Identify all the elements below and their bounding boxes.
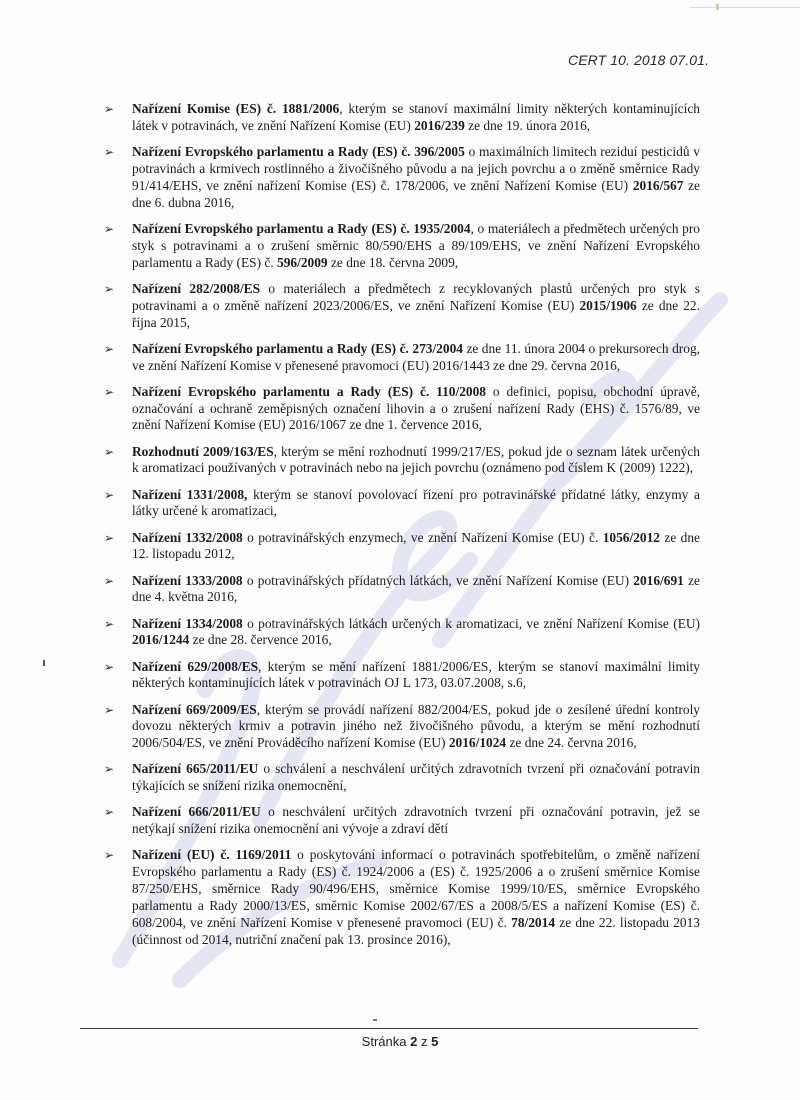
regulation-reference: Nařízení (EU) č. 1169/2011 [132,847,292,863]
list-item [104,144,700,212]
list-item [104,487,700,521]
regulation-text: o schválení a neschválení určitých zdravotních tvrzení při označování potravin týkajících se snížení rizika onemocnění, [132,761,700,794]
scan-edge-line [690,7,800,8]
regulation-reference: Nařízení 669/2009/ES [132,701,257,717]
list-item [104,530,700,564]
regulation-reference: 2015/1906 [579,297,637,313]
regulation-text: ze dne 11. února 2004 o prekursorech drog, ve znění Nařízení Komise v přenesené pravomoci (EU) 2016/1443 ze dne 29. června 2016, [132,340,700,373]
arrow-bullet-icon: ➢ [104,341,115,356]
regulation-text: , o materiálech a předmětech určených pro styk s potravinami a o zrušení směrnic 80/590/EHS a 89/109/EHS, ve znění Nařízení Evropského parlamentu a Rady (ES) č. [132,220,700,270]
list-item [104,384,700,435]
regulation-reference: 2016/1244 [132,632,190,648]
regulation-reference: 1056/2012 [602,529,660,545]
list-item [104,616,700,650]
regulation-list [104,101,700,958]
regulation-reference: 596/2009 [277,254,328,270]
regulation-text: ze dne 18. června 2009, [327,254,459,270]
page-number [0,1034,800,1049]
arrow-bullet-icon: ➢ [104,573,115,588]
list-item [104,341,700,375]
regulation-reference: Nařízení 1332/2008 [132,529,243,545]
regulation-reference: 2016/567 [632,177,684,193]
regulation-reference: Nařízení 665/2011/EU [132,761,259,777]
regulation-text: ze dne 28. července 2016, [189,632,332,648]
regulation-text: ze dne 19. února 2016, [464,117,591,133]
page-separator: z [420,1034,428,1049]
document-reference: CERT 10. 2018 07.01. [568,52,710,68]
regulation-reference: Nařízení 1334/2008 [132,615,243,631]
regulation-reference: Nařízení 1333/2008 [132,572,243,588]
total-pages: 5 [431,1034,439,1049]
regulation-reference: Nařízení 629/2008/ES [132,658,259,674]
list-item [104,847,700,948]
scan-artifact [373,1019,377,1021]
regulation-reference: Nařízení 282/2008/ES [132,280,261,296]
regulation-text: o neschválení určitých zdravotních tvrzení při označování potravin, jež se netýkají snížení rizika onemocnění ani vývoje a zdraví dětí [132,804,700,837]
regulation-text: o potravinářských enzymech, ve znění Nařízení Komise (EU) č. [242,529,603,545]
list-item [104,573,700,607]
arrow-bullet-icon: ➢ [104,848,115,863]
arrow-bullet-icon: ➢ [104,102,115,116]
current-page: 2 [410,1034,418,1049]
list-item [104,659,700,693]
regulation-reference: 78/2014 [511,915,556,931]
regulation-reference: Nařízení Komise (ES) č. 1881/2006 [132,101,340,116]
page-label: Stránka [361,1034,407,1049]
regulation-text: ze dne 24. června 2016, [506,735,637,751]
list-item [104,804,700,838]
regulation-reference: Nařízení Evropského parlamentu a Rady (ES) č. 1935/2004 [132,220,471,236]
arrow-bullet-icon: ➢ [104,221,115,236]
regulation-text: ze dne 22. října 2015, [132,297,700,330]
regulation-reference: Nařízení Evropského parlamentu a Rady (ES) č. 110/2008 [132,383,487,399]
regulation-reference: Nařízení Evropského parlamentu a Rady (ES) č. 273/2004 [132,340,463,356]
regulation-reference: Nařízení Evropského parlamentu a Rady (ES) č. 396/2005 [132,144,465,159]
regulation-text: ze dne 6. dubna 2016, [132,177,700,210]
regulation-text: ze dne 12. listopadu 2012, [132,529,701,562]
margin-mark [43,660,45,666]
arrow-bullet-icon: ➢ [104,805,115,820]
arrow-bullet-icon: ➢ [104,487,115,502]
list-item [104,444,700,478]
list-item [104,221,700,272]
arrow-bullet-icon: ➢ [104,530,115,545]
regulation-text: ze dne 4. května 2016, [132,572,700,605]
regulation-text: o materiálech a předmětech z recyklovaných plastů určených pro styk s potravinami a o změně nařízení 2023/2006/ES, ve znění Nařízení Komise (EU) [132,280,700,313]
footer-divider [80,1028,698,1029]
arrow-bullet-icon: ➢ [104,384,115,399]
regulation-text: kterým se stanoví povolovací řízení pro potravinářské přídatné látky, enzymy a látky určené k aromatizaci, [132,486,700,519]
regulation-text: , kterým se mění rozhodnutí 1999/217/ES, pokud jde o seznam látek určených k aromatizaci používaných v potravinách nebo na jejich povrchu (oznámeno pod číslem K (2009) 1222), [132,443,700,476]
regulation-text: o potravinářských přídatných látkách, ve znění Nařízení Komise (EU) [242,572,634,588]
regulation-reference: 2016/691 [633,572,684,588]
regulation-text: ze dne 22. listopadu 2013 (účinnost od 2014, nutriční značení pak 13. prosince 2016), [132,915,700,947]
list-item [104,761,700,795]
regulation-text: o maximálních limitech reziduí pesticidů v potravinách a krmivech rostlinného a živočišného původu a na jejich povrchu a o změně směrnice Rady 91/414/EHS, ve znění nařízení Komise (ES) č. 178/2006, ve znění Nařízení Komise (EU) [132,144,700,193]
regulation-text: o definici, popisu, obchodní úpravě, označování a ochraně zeměpisných označení lihovin a o zrušení nařízení Rady (EHS) č. 1576/89, ve znění Nařízení Komise (EU) 2016/1067 ze dne 1. července 2016, [132,383,701,433]
regulation-reference: Rozhodnutí 2009/163/ES [132,443,274,459]
regulation-text: , kterým se stanoví maximální limity některých kontaminujících látek v potravinách, ve znění Nařízení Komise (EU) [132,101,700,133]
list-item [104,101,700,135]
regulation-text: o potravinářských látkách určených k aromatizaci, ve znění Nařízení Komise (EU) [242,615,701,631]
scan-artifact [716,4,719,10]
arrow-bullet-icon: ➢ [104,444,115,459]
regulation-reference: 2016/239 [414,117,465,133]
regulation-reference: 2016/1024 [448,735,507,751]
arrow-bullet-icon: ➢ [104,281,115,296]
arrow-bullet-icon: ➢ [104,659,115,674]
list-item [104,702,700,753]
arrow-bullet-icon: ➢ [104,616,115,631]
regulation-text: , kterým se mění nařízení 1881/2006/ES, kterým se stanoví maximální limity některých kontaminujících látek v potravinách OJ L 173, 03.07.2008, s.6, [132,658,701,691]
regulation-text: , kterým se provádí nařízení 882/2004/ES, pokud jde o zesílené úřední kontroly dovozu některých krmiv a potravin jiného než živočišného původu, a kterým se mění rozhodnutí 2006/504/ES, ve znění Prováděcího nařízení Komise (EU) [132,701,700,751]
arrow-bullet-icon: ➢ [104,702,115,717]
arrow-bullet-icon: ➢ [104,762,115,777]
regulation-reference: Nařízení 666/2011/EU [132,804,261,820]
regulation-reference: Nařízení 1331/2008, [132,486,248,502]
arrow-bullet-icon: ➢ [104,145,115,159]
regulation-text: o poskytování informací o potravinách spotřebitelům, o změně nařízení Evropského parlamentu a Rady (ES) č. 1924/2006 a (ES) č. 1925/2006 a o zrušení směrnice Komise 87/250/EHS, směrnice Rady 90/496/EHS, směrnice Komise 1999/10/ES, směrnice Evropského parlamentu a Rady 2000/13/ES, směrnic Komise 2002/67/ES a 2008/5/ES a nařízení Komise (ES) č. 608/2004, ve znění Nařízení Komise v přenesené pravomoci (EU) č. [132,847,700,931]
list-item [104,281,700,332]
